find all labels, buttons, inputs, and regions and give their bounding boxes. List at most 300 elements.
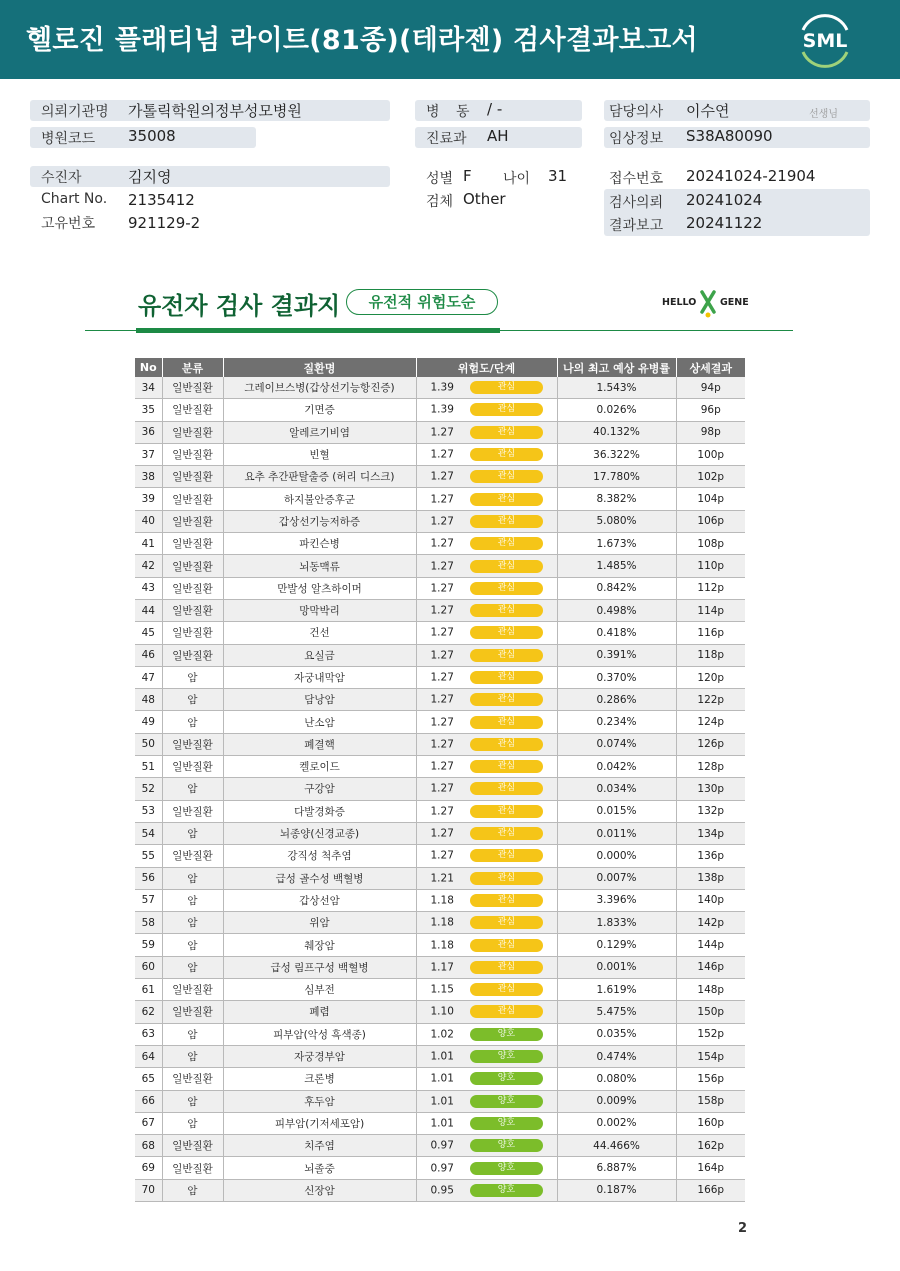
row-disease: 뇌졸중 bbox=[223, 1157, 416, 1179]
row-detail-page: 138p bbox=[676, 867, 745, 889]
risk-score: 1.27 bbox=[430, 604, 454, 617]
row-no: 64 bbox=[135, 1045, 162, 1067]
row-risk bbox=[416, 1157, 557, 1179]
row-category: 암 bbox=[162, 711, 223, 733]
row-category: 일반질환 bbox=[162, 533, 223, 555]
row-risk bbox=[416, 599, 557, 621]
row-category: 암 bbox=[162, 1090, 223, 1112]
sml-logo-icon bbox=[795, 12, 855, 68]
table-row bbox=[135, 377, 745, 399]
risk-score: 1.01 bbox=[430, 1095, 454, 1108]
row-risk bbox=[416, 889, 557, 911]
row-detail-page: 164p bbox=[676, 1157, 745, 1179]
row-prevalence: 0.842% bbox=[557, 577, 676, 599]
risk-level-badge: 관심 bbox=[470, 671, 543, 684]
row-no: 42 bbox=[135, 555, 162, 577]
row-no: 40 bbox=[135, 510, 162, 532]
row-no: 36 bbox=[135, 421, 162, 443]
row-prevalence: 0.418% bbox=[557, 622, 676, 644]
row-prevalence: 0.080% bbox=[557, 1068, 676, 1090]
row-detail-page: 128p bbox=[676, 756, 745, 778]
row-no: 48 bbox=[135, 689, 162, 711]
row-risk bbox=[416, 577, 557, 599]
risk-level-badge: 관심 bbox=[470, 381, 543, 394]
row-risk bbox=[416, 466, 557, 488]
row-detail-page: 102p bbox=[676, 466, 745, 488]
risk-score: 1.18 bbox=[430, 894, 454, 907]
row-category: 암 bbox=[162, 666, 223, 688]
row-category: 일반질환 bbox=[162, 488, 223, 510]
dept-value: AH bbox=[487, 127, 509, 145]
risk-score: 0.97 bbox=[430, 1162, 454, 1175]
risk-score: 1.27 bbox=[430, 849, 454, 862]
row-no: 47 bbox=[135, 666, 162, 688]
table-row bbox=[135, 889, 745, 911]
table-row bbox=[135, 1157, 745, 1179]
row-no: 45 bbox=[135, 622, 162, 644]
row-disease: 갑상선기능저하증 bbox=[223, 510, 416, 532]
row-prevalence: 0.074% bbox=[557, 733, 676, 755]
row-prevalence: 44.466% bbox=[557, 1135, 676, 1157]
risk-level-badge: 관심 bbox=[470, 1005, 543, 1018]
row-disease: 기면증 bbox=[223, 399, 416, 421]
clinical-value: S38A80090 bbox=[686, 127, 773, 145]
table-row bbox=[135, 979, 745, 1001]
row-no: 46 bbox=[135, 644, 162, 666]
table-row bbox=[135, 1090, 745, 1112]
row-no: 52 bbox=[135, 778, 162, 800]
row-risk bbox=[416, 510, 557, 532]
risk-level-badge: 관심 bbox=[470, 515, 543, 528]
risk-level-badge: 관심 bbox=[470, 448, 543, 461]
row-category: 일반질환 bbox=[162, 399, 223, 421]
risk-level-badge: 관심 bbox=[470, 604, 543, 617]
sort-order-pill: 유전적 위험도순 bbox=[346, 289, 498, 315]
row-category: 일반질환 bbox=[162, 979, 223, 1001]
risk-level-badge: 양호 bbox=[470, 1072, 543, 1085]
row-category: 일반질환 bbox=[162, 733, 223, 755]
row-risk bbox=[416, 778, 557, 800]
risk-score: 1.27 bbox=[430, 537, 454, 550]
row-prevalence: 1.673% bbox=[557, 533, 676, 555]
row-category: 암 bbox=[162, 889, 223, 911]
row-disease: 치주염 bbox=[223, 1135, 416, 1157]
table-row bbox=[135, 555, 745, 577]
row-risk bbox=[416, 756, 557, 778]
row-disease: 담낭암 bbox=[223, 689, 416, 711]
risk-level-badge: 관심 bbox=[470, 649, 543, 662]
row-detail-page: 100p bbox=[676, 443, 745, 465]
sml-logo-text: SML bbox=[802, 30, 848, 52]
risk-score: 1.27 bbox=[430, 448, 454, 461]
row-risk bbox=[416, 622, 557, 644]
row-detail-page: 98p bbox=[676, 421, 745, 443]
row-prevalence: 0.042% bbox=[557, 756, 676, 778]
row-detail-page: 156p bbox=[676, 1068, 745, 1090]
row-disease: 급성 골수성 백혈병 bbox=[223, 867, 416, 889]
risk-score: 1.27 bbox=[430, 782, 454, 795]
row-disease: 피부암(악성 흑색종) bbox=[223, 1023, 416, 1045]
risk-score: 1.01 bbox=[430, 1072, 454, 1085]
row-no: 53 bbox=[135, 800, 162, 822]
risk-score: 1.27 bbox=[430, 693, 454, 706]
row-detail-page: 94p bbox=[676, 377, 745, 399]
row-detail-page: 112p bbox=[676, 577, 745, 599]
risk-level-badge: 관심 bbox=[470, 403, 543, 416]
table-row bbox=[135, 1068, 745, 1090]
row-no: 43 bbox=[135, 577, 162, 599]
row-category: 암 bbox=[162, 689, 223, 711]
row-category: 암 bbox=[162, 956, 223, 978]
table-row bbox=[135, 399, 745, 421]
hellogene-right-text: GENE bbox=[720, 297, 749, 308]
row-no: 50 bbox=[135, 733, 162, 755]
risk-level-badge: 관심 bbox=[470, 760, 543, 773]
row-no: 63 bbox=[135, 1023, 162, 1045]
row-disease: 급성 림프구성 백혈병 bbox=[223, 956, 416, 978]
row-disease: 난소암 bbox=[223, 711, 416, 733]
table-header-row bbox=[135, 358, 745, 377]
row-category: 일반질환 bbox=[162, 622, 223, 644]
row-category: 일반질환 bbox=[162, 800, 223, 822]
risk-level-badge: 관심 bbox=[470, 827, 543, 840]
risk-level-badge: 관심 bbox=[470, 849, 543, 862]
header-bar bbox=[0, 0, 900, 79]
table-row bbox=[135, 689, 745, 711]
row-prevalence: 5.080% bbox=[557, 510, 676, 532]
risk-score: 1.39 bbox=[430, 381, 454, 394]
row-risk bbox=[416, 1045, 557, 1067]
row-no: 58 bbox=[135, 912, 162, 934]
row-no: 66 bbox=[135, 1090, 162, 1112]
row-disease: 강직성 척추염 bbox=[223, 845, 416, 867]
row-no: 59 bbox=[135, 934, 162, 956]
row-category: 일반질환 bbox=[162, 1068, 223, 1090]
row-category: 암 bbox=[162, 1045, 223, 1067]
risk-level-badge: 관심 bbox=[470, 805, 543, 818]
table-row bbox=[135, 1045, 745, 1067]
receipt-value: 20241024-21904 bbox=[686, 167, 816, 185]
table-row bbox=[135, 644, 745, 666]
sex-value: F bbox=[463, 167, 472, 185]
section-title: 유전자 검사 결과지 bbox=[138, 292, 341, 320]
row-disease: 자궁내막암 bbox=[223, 666, 416, 688]
row-prevalence: 1.619% bbox=[557, 979, 676, 1001]
row-detail-page: 144p bbox=[676, 934, 745, 956]
row-no: 41 bbox=[135, 533, 162, 555]
dept-label: 진료과 bbox=[426, 131, 467, 147]
hospital-code-value: 35008 bbox=[128, 127, 176, 145]
table-row bbox=[135, 421, 745, 443]
row-detail-page: 114p bbox=[676, 599, 745, 621]
row-risk bbox=[416, 666, 557, 688]
table-row bbox=[135, 577, 745, 599]
row-no: 37 bbox=[135, 443, 162, 465]
risk-level-badge: 관심 bbox=[470, 983, 543, 996]
report-label: 결과보고 bbox=[609, 218, 664, 234]
institution-value: 가톨릭학원의정부성모병원 bbox=[128, 102, 302, 120]
row-no: 44 bbox=[135, 599, 162, 621]
row-risk bbox=[416, 867, 557, 889]
ward-label: 병 동 bbox=[426, 104, 476, 120]
row-risk bbox=[416, 912, 557, 934]
section-underline bbox=[136, 328, 500, 333]
risk-score: 1.27 bbox=[430, 805, 454, 818]
risk-level-badge: 관심 bbox=[470, 626, 543, 639]
row-detail-page: 148p bbox=[676, 979, 745, 1001]
risk-level-badge: 관심 bbox=[470, 872, 543, 885]
row-category: 일반질환 bbox=[162, 1157, 223, 1179]
row-no: 51 bbox=[135, 756, 162, 778]
risk-level-badge: 관심 bbox=[470, 738, 543, 751]
row-detail-page: 122p bbox=[676, 689, 745, 711]
risk-level-badge: 관심 bbox=[470, 939, 543, 952]
age-value: 31 bbox=[548, 167, 568, 185]
row-prevalence: 0.234% bbox=[557, 711, 676, 733]
table-row bbox=[135, 599, 745, 621]
risk-level-badge: 양호 bbox=[470, 1162, 543, 1175]
risk-level-badge: 양호 bbox=[470, 1095, 543, 1108]
row-no: 35 bbox=[135, 399, 162, 421]
row-risk bbox=[416, 934, 557, 956]
row-category: 일반질환 bbox=[162, 756, 223, 778]
specimen-label: 검체 bbox=[426, 194, 454, 210]
row-risk bbox=[416, 443, 557, 465]
row-no: 39 bbox=[135, 488, 162, 510]
row-disease: 다발경화증 bbox=[223, 800, 416, 822]
risk-score: 1.27 bbox=[430, 760, 454, 773]
risk-score: 1.27 bbox=[430, 560, 454, 573]
risk-score: 1.27 bbox=[430, 827, 454, 840]
row-detail-page: 146p bbox=[676, 956, 745, 978]
table-row bbox=[135, 845, 745, 867]
hospital-code-label: 병원코드 bbox=[41, 131, 96, 147]
row-disease: 파킨슨병 bbox=[223, 533, 416, 555]
col-header-detail: 상세결과 bbox=[676, 358, 745, 377]
row-no: 34 bbox=[135, 377, 162, 399]
risk-level-badge: 양호 bbox=[470, 1050, 543, 1063]
row-prevalence: 1.485% bbox=[557, 555, 676, 577]
patient-label: 수진자 bbox=[41, 170, 82, 186]
row-category: 암 bbox=[162, 1112, 223, 1134]
row-category: 암 bbox=[162, 822, 223, 844]
table-row bbox=[135, 711, 745, 733]
risk-score: 1.27 bbox=[430, 515, 454, 528]
row-category: 일반질환 bbox=[162, 443, 223, 465]
risk-level-badge: 관심 bbox=[470, 961, 543, 974]
row-risk bbox=[416, 1023, 557, 1045]
row-risk bbox=[416, 956, 557, 978]
row-prevalence: 0.035% bbox=[557, 1023, 676, 1045]
risk-score: 1.18 bbox=[430, 939, 454, 952]
patient-row bbox=[30, 166, 390, 187]
row-risk bbox=[416, 488, 557, 510]
col-header-disease: 질환명 bbox=[223, 358, 416, 377]
risk-score: 1.27 bbox=[430, 470, 454, 483]
row-risk bbox=[416, 1090, 557, 1112]
chart-label: Chart No. bbox=[41, 191, 108, 207]
risk-score: 1.27 bbox=[430, 738, 454, 751]
row-risk bbox=[416, 1001, 557, 1023]
doctor-value: 이수연 bbox=[686, 102, 730, 120]
row-disease: 구강암 bbox=[223, 778, 416, 800]
row-prevalence: 1.833% bbox=[557, 912, 676, 934]
row-detail-page: 154p bbox=[676, 1045, 745, 1067]
row-no: 54 bbox=[135, 822, 162, 844]
row-no: 62 bbox=[135, 1001, 162, 1023]
col-header-prevalence: 나의 최고 예상 유병률 bbox=[557, 358, 676, 377]
row-category: 암 bbox=[162, 912, 223, 934]
row-detail-page: 96p bbox=[676, 399, 745, 421]
table-row bbox=[135, 1135, 745, 1157]
risk-score: 1.27 bbox=[430, 626, 454, 639]
row-prevalence: 0.015% bbox=[557, 800, 676, 822]
row-disease: 폐결핵 bbox=[223, 733, 416, 755]
row-disease: 망막박리 bbox=[223, 599, 416, 621]
risk-level-badge: 관심 bbox=[470, 716, 543, 729]
row-risk bbox=[416, 1135, 557, 1157]
row-no: 69 bbox=[135, 1157, 162, 1179]
row-detail-page: 166p bbox=[676, 1179, 745, 1201]
doctor-label: 담당의사 bbox=[609, 104, 664, 120]
risk-score: 1.02 bbox=[430, 1028, 454, 1041]
risk-level-badge: 관심 bbox=[470, 582, 543, 595]
clinical-label: 임상정보 bbox=[609, 131, 664, 147]
row-category: 일반질환 bbox=[162, 599, 223, 621]
row-detail-page: 110p bbox=[676, 555, 745, 577]
row-detail-page: 120p bbox=[676, 666, 745, 688]
row-no: 65 bbox=[135, 1068, 162, 1090]
row-detail-page: 152p bbox=[676, 1023, 745, 1045]
row-risk bbox=[416, 1179, 557, 1201]
row-category: 일반질환 bbox=[162, 1135, 223, 1157]
row-detail-page: 134p bbox=[676, 822, 745, 844]
row-risk bbox=[416, 644, 557, 666]
risk-score: 1.18 bbox=[430, 916, 454, 929]
table-row bbox=[135, 466, 745, 488]
row-prevalence: 0.187% bbox=[557, 1179, 676, 1201]
row-prevalence: 0.007% bbox=[557, 867, 676, 889]
row-risk bbox=[416, 800, 557, 822]
row-category: 일반질환 bbox=[162, 466, 223, 488]
row-prevalence: 1.543% bbox=[557, 377, 676, 399]
table-row bbox=[135, 443, 745, 465]
table-row bbox=[135, 912, 745, 934]
row-disease: 만발성 알츠하이머 bbox=[223, 577, 416, 599]
row-risk bbox=[416, 711, 557, 733]
row-detail-page: 132p bbox=[676, 800, 745, 822]
row-disease: 뇌동맥류 bbox=[223, 555, 416, 577]
table-row bbox=[135, 778, 745, 800]
row-detail-page: 104p bbox=[676, 488, 745, 510]
row-detail-page: 124p bbox=[676, 711, 745, 733]
risk-score: 1.10 bbox=[430, 1005, 454, 1018]
row-disease: 심부전 bbox=[223, 979, 416, 1001]
table-row bbox=[135, 510, 745, 532]
row-category: 일반질환 bbox=[162, 510, 223, 532]
row-risk bbox=[416, 421, 557, 443]
chart-value: 2135412 bbox=[128, 191, 195, 209]
row-category: 암 bbox=[162, 867, 223, 889]
risk-level-badge: 관심 bbox=[470, 894, 543, 907]
row-detail-page: 136p bbox=[676, 845, 745, 867]
table-row bbox=[135, 622, 745, 644]
hellogene-logo-icon bbox=[662, 288, 754, 318]
row-disease: 하지불안증후군 bbox=[223, 488, 416, 510]
row-disease: 켈로이드 bbox=[223, 756, 416, 778]
row-prevalence: 6.887% bbox=[557, 1157, 676, 1179]
col-header-risk: 위험도/단계 bbox=[416, 358, 557, 377]
row-detail-page: 116p bbox=[676, 622, 745, 644]
table-row bbox=[135, 1179, 745, 1201]
risk-score: 0.95 bbox=[430, 1184, 454, 1197]
row-detail-page: 106p bbox=[676, 510, 745, 532]
risk-score: 1.01 bbox=[430, 1117, 454, 1130]
row-disease: 췌장암 bbox=[223, 934, 416, 956]
row-no: 61 bbox=[135, 979, 162, 1001]
row-category: 일반질환 bbox=[162, 845, 223, 867]
risk-level-badge: 관심 bbox=[470, 560, 543, 573]
row-no: 67 bbox=[135, 1112, 162, 1134]
row-detail-page: 118p bbox=[676, 644, 745, 666]
table-row bbox=[135, 934, 745, 956]
row-no: 70 bbox=[135, 1179, 162, 1201]
row-prevalence: 0.498% bbox=[557, 599, 676, 621]
risk-level-badge: 양호 bbox=[470, 1117, 543, 1130]
row-category: 암 bbox=[162, 1179, 223, 1201]
table-row bbox=[135, 867, 745, 889]
row-prevalence: 0.391% bbox=[557, 644, 676, 666]
risk-score: 1.27 bbox=[430, 426, 454, 439]
row-prevalence: 0.034% bbox=[557, 778, 676, 800]
risk-level-badge: 관심 bbox=[470, 537, 543, 550]
risk-score: 1.17 bbox=[430, 961, 454, 974]
unique-label: 고유번호 bbox=[41, 216, 96, 232]
row-category: 일반질환 bbox=[162, 644, 223, 666]
table-row bbox=[135, 733, 745, 755]
row-disease: 피부암(기저세포암) bbox=[223, 1112, 416, 1134]
row-no: 68 bbox=[135, 1135, 162, 1157]
unique-value: 921129-2 bbox=[128, 214, 201, 232]
row-no: 60 bbox=[135, 956, 162, 978]
row-disease: 뇌종양(신경교종) bbox=[223, 822, 416, 844]
row-prevalence: 0.474% bbox=[557, 1045, 676, 1067]
table-row bbox=[135, 666, 745, 688]
row-risk bbox=[416, 822, 557, 844]
row-detail-page: 150p bbox=[676, 1001, 745, 1023]
row-prevalence: 36.322% bbox=[557, 443, 676, 465]
row-detail-page: 160p bbox=[676, 1112, 745, 1134]
table-row bbox=[135, 1023, 745, 1045]
row-prevalence: 5.475% bbox=[557, 1001, 676, 1023]
row-disease: 폐렴 bbox=[223, 1001, 416, 1023]
row-detail-page: 142p bbox=[676, 912, 745, 934]
row-disease: 위암 bbox=[223, 912, 416, 934]
risk-level-badge: 양호 bbox=[470, 1028, 543, 1041]
row-disease: 그레이브스병(갑상선기능항진증) bbox=[223, 377, 416, 399]
risk-level-badge: 관심 bbox=[470, 426, 543, 439]
row-disease: 자궁경부암 bbox=[223, 1045, 416, 1067]
row-prevalence: 17.780% bbox=[557, 466, 676, 488]
table-row bbox=[135, 533, 745, 555]
row-detail-page: 162p bbox=[676, 1135, 745, 1157]
risk-score: 0.97 bbox=[430, 1139, 454, 1152]
risk-level-badge: 관심 bbox=[470, 693, 543, 706]
results-table bbox=[135, 358, 745, 1202]
row-detail-page: 130p bbox=[676, 778, 745, 800]
table-row bbox=[135, 1001, 745, 1023]
row-disease: 요추 추간판탈출증 (허리 디스크) bbox=[223, 466, 416, 488]
